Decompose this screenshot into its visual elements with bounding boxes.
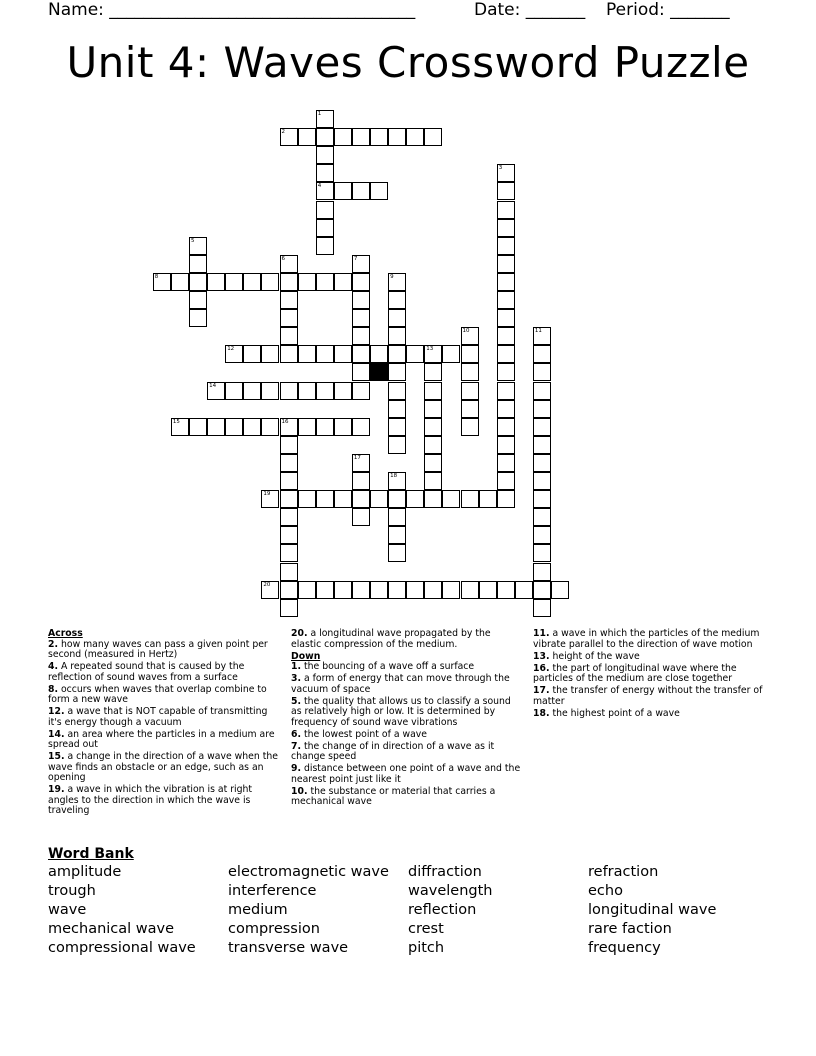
grid-cell[interactable] [298,128,316,146]
grid-cell[interactable] [243,345,261,363]
clue-across-15: 15. a change in the direction of a wave when the wave finds an obstacle or an edge, such as an opening [48,751,278,783]
grid-cell[interactable] [533,436,551,454]
grid-cell[interactable] [334,182,352,200]
grid-cell[interactable] [388,436,406,454]
grid-cell[interactable] [280,526,298,544]
grid-cell[interactable] [497,472,515,490]
grid-cell[interactable] [352,309,370,327]
grid-cell[interactable] [388,508,406,526]
grid-cell[interactable] [280,345,298,363]
grid-cell[interactable] [298,273,316,291]
grid-cell[interactable] [352,454,370,472]
grid-cell[interactable] [352,255,370,273]
grid-cell[interactable] [497,237,515,255]
clue-number: 10 [462,328,470,335]
grid-cell[interactable] [280,128,298,146]
clue-number: 6 [281,255,285,262]
grid-cell[interactable] [497,581,515,599]
word-bank-item: frequency [588,940,661,956]
grid-cell[interactable] [388,544,406,562]
clues-column-2 [291,629,521,809]
grid-cell[interactable] [497,436,515,454]
grid-cell[interactable] [280,291,298,309]
grid-cell[interactable] [189,273,207,291]
grid-cell[interactable] [316,237,334,255]
clue-number: 3 [498,165,503,172]
grid-cell[interactable] [497,345,515,363]
grid-cell[interactable] [316,490,334,508]
grid-cell[interactable] [497,182,515,200]
grid-cell[interactable] [280,255,298,273]
grid-cell[interactable] [316,201,334,219]
clue-number: 14 [209,382,217,389]
clue-number: 19 [263,491,271,498]
grid-cell[interactable] [316,164,334,182]
word-bank-item: compressional wave [48,940,196,956]
clues-column-3 [533,629,763,721]
word-bank-column-3 [408,863,492,958]
grid-cell[interactable] [280,508,298,526]
grid-cell[interactable] [533,526,551,544]
word-bank-item: mechanical wave [48,921,175,937]
word-bank-item: refraction [588,864,659,880]
grid-cell[interactable] [515,581,533,599]
grid-cell[interactable] [225,418,243,436]
grid-cell[interactable] [388,309,406,327]
clue-number: 4 [317,183,322,190]
grid-cell[interactable] [497,255,515,273]
grid-cell[interactable] [497,454,515,472]
grid-cell[interactable] [424,581,442,599]
clue-number: 15 [172,418,180,425]
word-bank-item: diffraction [408,864,482,880]
grid-cell[interactable] [551,581,569,599]
grid-cell[interactable] [280,436,298,454]
clue-across-20: 20. a longitudinal wave propagated by the elastic compression of the medium. [291,628,491,650]
date-field-label[interactable]: Date: _______ [474,0,586,20]
grid-cell[interactable] [442,490,460,508]
grid-cell[interactable] [424,454,442,472]
grid-cell[interactable] [280,472,298,490]
grid-cell[interactable] [334,581,352,599]
grid-cell[interactable] [370,490,388,508]
word-bank-item: compression [228,921,320,937]
grid-cell[interactable] [207,273,225,291]
grid-cell[interactable] [370,581,388,599]
grid-cell[interactable] [461,382,479,400]
word-bank-item: interference [228,883,317,899]
grid-cell[interactable] [461,581,479,599]
clue-number: 16 [281,418,289,425]
grid-cell[interactable] [461,363,479,381]
grid-cell[interactable] [189,255,207,273]
grid-cell[interactable] [280,490,298,508]
grid-cell[interactable] [388,418,406,436]
clue-down-9: 9. distance between one point of a wave and the nearest point just like it [291,763,521,785]
grid-cell[interactable] [352,291,370,309]
word-bank-item: amplitude [48,864,122,880]
grid-cell[interactable] [316,182,334,200]
word-bank-item: wavelength [408,883,493,899]
grid-cell[interactable] [388,363,406,381]
across-heading: Across [48,628,83,639]
grid-cell[interactable] [261,345,279,363]
clue-number: 1 [317,111,322,117]
grid-cell[interactable] [370,345,388,363]
word-bank-item: echo [588,883,623,899]
word-bank-item: wave [48,902,87,918]
grid-cell[interactable] [461,327,479,345]
clue-down-3: 3. a form of energy that can move through the vacuum of space [291,673,510,695]
grid-cell[interactable] [461,418,479,436]
grid-cell[interactable] [352,490,370,508]
grid-cell[interactable] [243,273,261,291]
grid-cell[interactable] [189,237,207,255]
down-heading: Down [291,650,321,662]
grid-cell[interactable] [352,508,370,526]
grid-cell[interactable] [533,345,551,363]
clue-down-17: 17. the transfer of energy without the transfer of matter [533,685,763,707]
grid-cell[interactable] [388,128,406,146]
grid-cell[interactable] [334,345,352,363]
grid-cell[interactable] [497,273,515,291]
grid-cell[interactable] [352,581,370,599]
grid-cell[interactable] [243,382,261,400]
grid-cell[interactable] [424,472,442,490]
grid-cell[interactable] [352,418,370,436]
grid-cell[interactable] [316,382,334,400]
grid-cell[interactable] [370,128,388,146]
black-grid-cell [370,363,388,381]
grid-cell[interactable] [533,472,551,490]
grid-cell[interactable] [243,418,261,436]
grid-cell[interactable] [497,219,515,237]
grid-cell[interactable] [461,400,479,418]
grid-cell[interactable] [497,309,515,327]
word-bank-item: reflection [408,902,477,918]
clue-across-8: 8. occurs when waves that overlap combine to form a new wave [48,683,267,705]
grid-cell[interactable] [280,273,298,291]
clue-down-6: 6. the lowest point of a wave [291,728,427,740]
grid-cell[interactable] [298,581,316,599]
grid-cell[interactable] [424,418,442,436]
grid-cell[interactable] [280,418,298,436]
clue-down-7: 7. the change of in direction of a wave as it change speed [291,740,495,762]
name-field-label[interactable]: Name: ____________________________________ [48,0,416,20]
grid-cell[interactable] [406,490,424,508]
clue-down-13: 13. height of the wave [533,650,640,662]
clue-number: 7 [353,255,358,262]
grid-cell[interactable] [225,345,243,363]
grid-cell[interactable] [153,273,171,291]
clue-number: 9 [390,273,394,280]
grid-cell[interactable] [388,581,406,599]
grid-cell[interactable] [298,382,316,400]
grid-cell[interactable] [225,273,243,291]
clue-down-16: 16. the part of longitudinal wave where the particles of the medium are close together [533,662,737,684]
grid-cell[interactable] [533,581,551,599]
grid-cell[interactable] [280,581,298,599]
grid-cell[interactable] [533,490,551,508]
grid-cell[interactable] [352,472,370,490]
clue-number: 8 [154,273,159,280]
grid-cell[interactable] [352,382,370,400]
grid-cell[interactable] [316,146,334,164]
clue-across-14: 14. an area where the particles in a medium are spread out [48,728,275,750]
grid-cell[interactable] [406,345,424,363]
grid-cell[interactable] [388,382,406,400]
grid-cell[interactable] [388,327,406,345]
grid-cell[interactable] [533,382,551,400]
clue-number: 11 [534,328,542,335]
grid-cell[interactable] [316,110,334,128]
grid-cell[interactable] [316,345,334,363]
grid-cell[interactable] [334,273,352,291]
grid-cell[interactable] [352,345,370,363]
clue-across-12: 12. a wave that is NOT capable of transmitting it's energy though a vacuum [48,706,268,728]
word-bank-item: medium [228,902,288,918]
grid-cell[interactable] [424,436,442,454]
grid-cell[interactable] [334,490,352,508]
clue-number: 17 [353,454,361,461]
grid-cell[interactable] [370,182,388,200]
grid-cell[interactable] [261,581,279,599]
clue-down-10: 10. the substance or material that carries a mechanical wave [291,785,496,807]
grid-cell[interactable] [352,363,370,381]
word-bank-column-2 [228,863,389,958]
grid-cell[interactable] [334,418,352,436]
grid-cell[interactable] [533,363,551,381]
grid-cell[interactable] [442,345,460,363]
grid-cell[interactable] [533,400,551,418]
word-bank-item: electromagnetic wave [228,864,389,880]
grid-cell[interactable] [533,454,551,472]
clue-number: 20 [263,581,271,588]
grid-cell[interactable] [316,418,334,436]
grid-cell[interactable] [424,345,442,363]
clue-number: 2 [281,129,285,136]
clue-across-4: 4. A repeated sound that is caused by the reflection of sound waves from a surface [48,661,245,683]
grid-cell[interactable] [497,400,515,418]
grid-cell[interactable] [352,128,370,146]
grid-cell[interactable] [442,581,460,599]
grid-cell[interactable] [352,182,370,200]
clue-number: 5 [191,237,195,244]
word-bank-item: longitudinal wave [588,902,717,918]
grid-cell[interactable] [261,418,279,436]
grid-cell[interactable] [171,418,189,436]
grid-cell[interactable] [316,128,334,146]
grid-cell[interactable] [461,345,479,363]
word-bank-item: pitch [408,940,445,956]
grid-cell[interactable] [388,345,406,363]
grid-cell[interactable] [280,599,298,617]
word-bank-item: rare faction [588,921,672,937]
grid-cell[interactable] [189,291,207,309]
clue-number: 13 [426,346,434,353]
grid-cell[interactable] [461,490,479,508]
grid-cell[interactable] [298,490,316,508]
grid-cell[interactable] [388,490,406,508]
clues-column-1 [48,629,280,818]
grid-cell[interactable] [207,418,225,436]
word-bank-item: transverse wave [228,940,349,956]
grid-cell[interactable] [497,164,515,182]
grid-cell[interactable] [189,418,207,436]
grid-cell[interactable] [316,219,334,237]
grid-cell[interactable] [225,382,243,400]
grid-cell[interactable] [388,526,406,544]
grid-cell[interactable] [497,201,515,219]
grid-cell[interactable] [424,382,442,400]
word-bank-column-1 [48,863,196,958]
grid-cell[interactable] [171,273,189,291]
grid-cell[interactable] [261,273,279,291]
word-bank-item: crest [408,921,444,937]
clue-down-5: 5. the quality that allows us to classify a sound as relatively high or low. It is determined by frequency of sound wave vibrations [291,695,511,728]
clue-number: 18 [390,473,398,479]
clue-across-2: 2. how many waves can pass a given point per second (measured in Hertz) [48,638,268,660]
grid-cell[interactable] [298,345,316,363]
grid-cell[interactable] [479,581,497,599]
grid-cell[interactable] [352,327,370,345]
grid-cell[interactable] [388,400,406,418]
grid-cell[interactable] [280,454,298,472]
grid-cell[interactable] [424,128,442,146]
grid-cell[interactable] [316,581,334,599]
grid-cell[interactable] [207,382,225,400]
grid-cell[interactable] [352,273,370,291]
grid-cell[interactable] [424,490,442,508]
grid-cell[interactable] [406,128,424,146]
grid-cell[interactable] [479,490,497,508]
clue-down-18: 18. the highest point of a wave [533,707,680,719]
grid-cell[interactable] [497,363,515,381]
grid-cell[interactable] [497,291,515,309]
clue-number: 12 [227,346,235,353]
grid-cell[interactable] [533,508,551,526]
grid-cell[interactable] [280,327,298,345]
grid-cell[interactable] [497,490,515,508]
grid-cell[interactable] [497,418,515,436]
grid-cell[interactable] [533,327,551,345]
grid-cell[interactable] [497,327,515,345]
grid-cell[interactable] [334,128,352,146]
grid-cell[interactable] [280,563,298,581]
grid-cell[interactable] [424,363,442,381]
clue-across-19: 19. a wave in which the vibration is at right angles to the direction in which the wave is traveling [48,784,253,816]
grid-cell[interactable] [280,309,298,327]
grid-cell[interactable] [261,382,279,400]
grid-cell[interactable] [261,490,279,508]
period-field-label[interactable]: Period: _______ [606,0,730,20]
grid-cell[interactable] [533,418,551,436]
page-title: Unit 4: Waves Crossword Puzzle [66,38,750,87]
clue-down-1: 1. the bouncing of a wave off a surface [291,661,475,672]
grid-cell[interactable] [533,563,551,581]
grid-cell[interactable] [388,273,406,291]
grid-cell[interactable] [533,599,551,617]
grid-cell[interactable] [280,382,298,400]
grid-cell[interactable] [316,273,334,291]
grid-cell[interactable] [334,382,352,400]
word-bank-column-4 [588,863,716,958]
grid-cell[interactable] [388,472,406,490]
grid-cell[interactable] [280,544,298,562]
clue-down-11: 11. a wave in which the particles of the medium vibrate parallel to the direction of wave motion [533,628,760,650]
grid-cell[interactable] [406,581,424,599]
grid-cell[interactable] [424,400,442,418]
grid-cell[interactable] [298,418,316,436]
grid-cell[interactable] [533,544,551,562]
word-bank-title: Word Bank [48,846,134,862]
grid-cell[interactable] [497,382,515,400]
word-bank-item: trough [48,883,96,899]
grid-cell[interactable] [189,309,207,327]
grid-cell[interactable] [388,291,406,309]
